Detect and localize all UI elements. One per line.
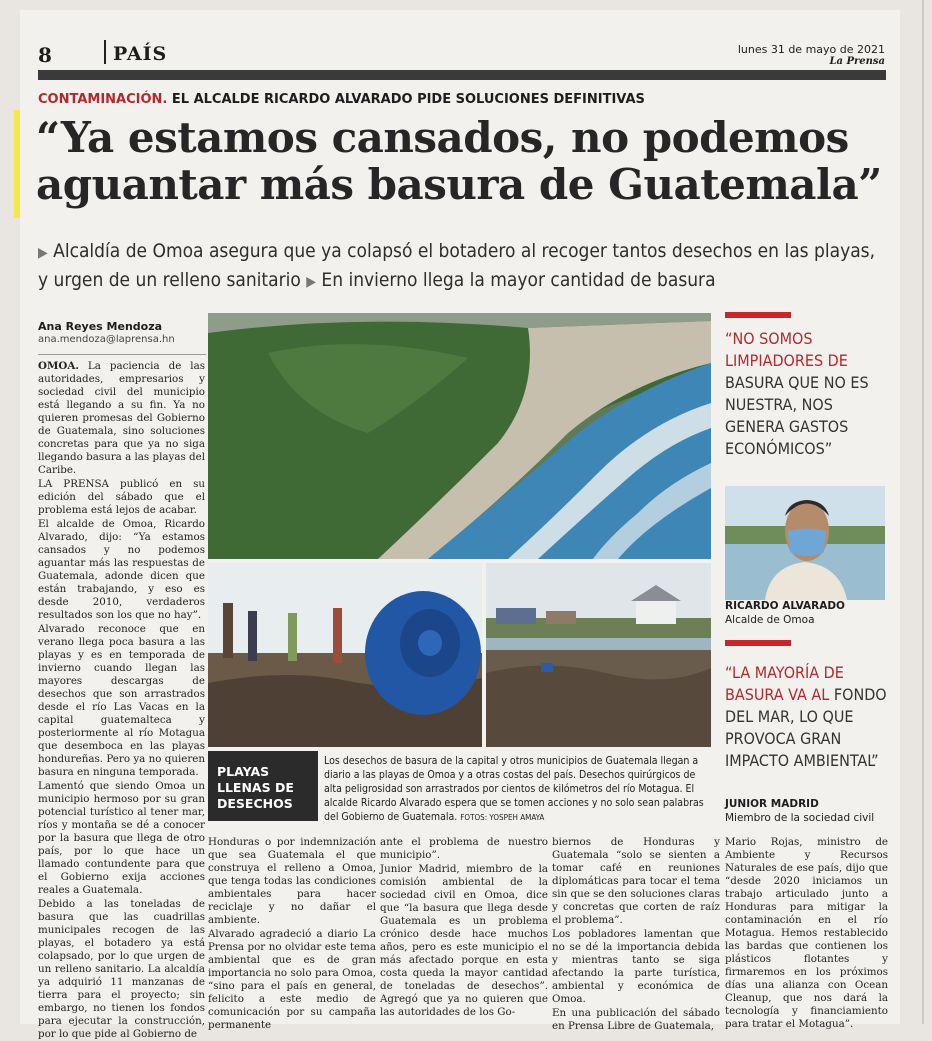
dateline: OMOA. <box>38 360 79 372</box>
paragraph: Alvarado reconoce que en verano llega poca basura a las playas y es en temporada de invierno cuando llegan las mayores descargas de desechos que son arrastrados desde el río Las Vacas en la capital guatemalteca y posteriormente al río Motagua que desemboca en las playas hondureñas. Pero ya no quieren basura en ninguna temporada. <box>38 623 205 778</box>
caption-text: Los desechos de basura de la capital y otros municipios de Guatemala llegan a diario a las playas de Omoa y a otras costas del país. Desechos quirúrgicos de alta peligrosidad son arrastrados por cientos de kilómetros del río Motagua. El alcalde Ricardo Alvarado espera que se tomen acciones y no solo sean palabras del Gobierno de Guatemala. <box>324 755 704 823</box>
body-column-4 <box>552 836 720 1032</box>
quote-bar <box>725 640 791 646</box>
aerial-beach-photo <box>208 313 711 559</box>
caption-title: PLAYAS LLENAS DE DESECHOS <box>217 764 294 811</box>
paragraph: LA PRENSA publicó en su edición del sábado que el problema está lejos de acabar. <box>38 478 205 516</box>
village-beach-photo <box>486 563 711 747</box>
arrow-right-icon: ▶ <box>38 245 48 261</box>
quote-red-text: “NO SOMOS LIMPIADORES DE <box>725 329 848 370</box>
byline-author: Ana Reyes Mendoza <box>38 320 163 333</box>
quote-1-title: Alcalde de Omoa <box>725 614 815 626</box>
pull-quote-1 <box>725 328 885 460</box>
paragraph: biernos de Honduras y Guatemala “solo se sienten a tomar café en reuniones diplomáticas para tocar el tema sin que se den soluciones claras y concretas que corten de raíz el problema”. <box>552 836 720 926</box>
paragraph: Junior Madrid, miembro de la comisión ambiental de la sociedad civil en Omoa, dice que “la basura que llega desde Guatemala es un problema crónico desde hace muchos años, pero es este municipio el más afectado porque en esta costa queda la mayor cantidad de toneladas de desechos”. Agregó que ya no quieren que las autoridades de los Go- <box>380 863 548 1018</box>
body-column-3 <box>380 836 548 1024</box>
kicker-topic: CONTAMINACIÓN. <box>38 92 168 107</box>
kicker <box>38 92 645 107</box>
pull-quote-2 <box>725 662 887 772</box>
portrait-ricardo-alvarado <box>725 486 885 608</box>
photo-caption <box>324 754 716 825</box>
paragraph: En una publicación del sábado en Prensa Libre de Guatemala, <box>552 1007 720 1032</box>
header-rule <box>38 70 886 80</box>
paragraph: Los pobladores lamentan que no se dé la importancia debida y mientras tanto se siga afectando la parte turística, ambiental y económica de Omoa. <box>552 928 720 1005</box>
arrow-right-icon: ▶ <box>306 274 316 290</box>
quote-red-text: “LA MAYORÍA DE BASURA VA AL <box>725 663 844 704</box>
page-number: 8 <box>38 43 52 67</box>
quote-2-title: Miembro de la sociedad civil <box>725 812 875 824</box>
paragraph: La paciencia de las autoridades, empresarios y sociedad civil del municipio está llegando a su fin. Ya no quieren promesas del Gobierno de Guatemala, sino soluciones concretas para que ya no siga llegando basura a las playas del Caribe. <box>38 360 206 476</box>
paragraph: Debido a las toneladas de basura que las cuadrillas municipales recogen de las playas, el botadero ya está colapsado, por lo que urgen de un relleno sanitario. La alcaldía ya adquirió 11 manzanas de tierra para el proyecto; sin embargo, no tienen los fondos para ejecutar la construcción, por lo que pide al Gobierno de <box>38 898 205 1040</box>
headline: “Ya estamos cansados, no podemos aguantar más basura de Guatemala” <box>36 113 882 209</box>
page-edge <box>922 0 924 1024</box>
issue-date: lunes 31 de mayo de 2021 <box>737 43 885 56</box>
paragraph: Mario Rojas, ministro de Ambiente y Recursos Naturales de ese país, dijo que “desde 2020 iniciamos un trabajo articulado junto a Honduras para mitigar la contaminación en el río Motagua. Hemos restablecido las bardas que contienen los plásticos flotantes y firmaremos en los próximos días una alianza con Ocean Cleanup, que nos dará la tecnología y financiamiento para tratar el Motagua”. <box>725 836 888 1030</box>
photo-credit: FOTOS: YOSPEH AMAYA <box>460 813 545 822</box>
quote-text: BASURA QUE NO ES NUESTRA, NOS GENERA GASTOS ECONÓMICOS” <box>725 373 869 458</box>
paragraph: Lamentó que siendo Omoa un municipio hermoso por su gran potencial turístico al tener mar, ríos y montaña se dé a conocer por la basura que llega de otro país, por lo que hace un llamado contundente para que el Gobierno exija acciones reales a Guatemala. <box>38 780 205 896</box>
paragraph: Honduras o por indemnización que sea Guatemala el que construya el relleno a Omoa, que tenga todas las condiciones ambientales para hacer reciclaje y no dañar el ambiente. <box>208 836 376 926</box>
quote-text: FONDO DEL MAR, LO QUE PROVOCA GRAN IMPACTO AMBIENTAL” <box>725 685 887 770</box>
paragraph: Alvarado agradeció a diario La Prensa por no olvidar este tema ambiental que es de gran importancia no solo para Omoa, “sino para el país en general, felicito a este medio de comunicación por su campaña permanente <box>208 928 376 1031</box>
kicker-text: EL ALCALDE RICARDO ALVARADO PIDE SOLUCIONES DEFINITIVAS <box>171 92 645 107</box>
subheads <box>38 238 886 296</box>
section-name: PAÍS <box>113 43 168 65</box>
beach-barrel-photo <box>208 563 482 747</box>
quote-2-name: JUNIOR MADRID <box>725 798 819 810</box>
quote-1-name: RICARDO ALVARADO <box>725 600 845 612</box>
paragraph: El alcalde de Omoa, Ricardo Alvarado, dijo: “Ya estamos cansados y no podemos aguantar más las respuestas de Guatemala, adonde dicen que están trabajando, y eso es desde 2010, verdaderos resultados son los que no hay”. <box>38 518 205 621</box>
body-column-1 <box>38 360 206 1040</box>
publication-name: La Prensa <box>829 56 885 67</box>
quote-bar <box>725 312 791 318</box>
subhead-1: Alcaldía de Omoa asegura que ya colapsó el botadero al recoger tantos desechos en las playas, y urgen de un relleno sanitario <box>38 240 876 291</box>
paragraph: ante el problema de nuestro municipio”. <box>380 836 548 861</box>
byline-email[interactable]: ana.mendoza@laprensa.hn <box>38 334 175 345</box>
newspaper-page <box>20 10 900 1040</box>
body-column-5 <box>725 836 888 1030</box>
body-column-2 <box>208 836 376 1031</box>
header-divider <box>104 40 106 64</box>
byline-rule <box>38 354 206 355</box>
subhead-2: En invierno llega la mayor cantidad de basura <box>321 269 716 291</box>
